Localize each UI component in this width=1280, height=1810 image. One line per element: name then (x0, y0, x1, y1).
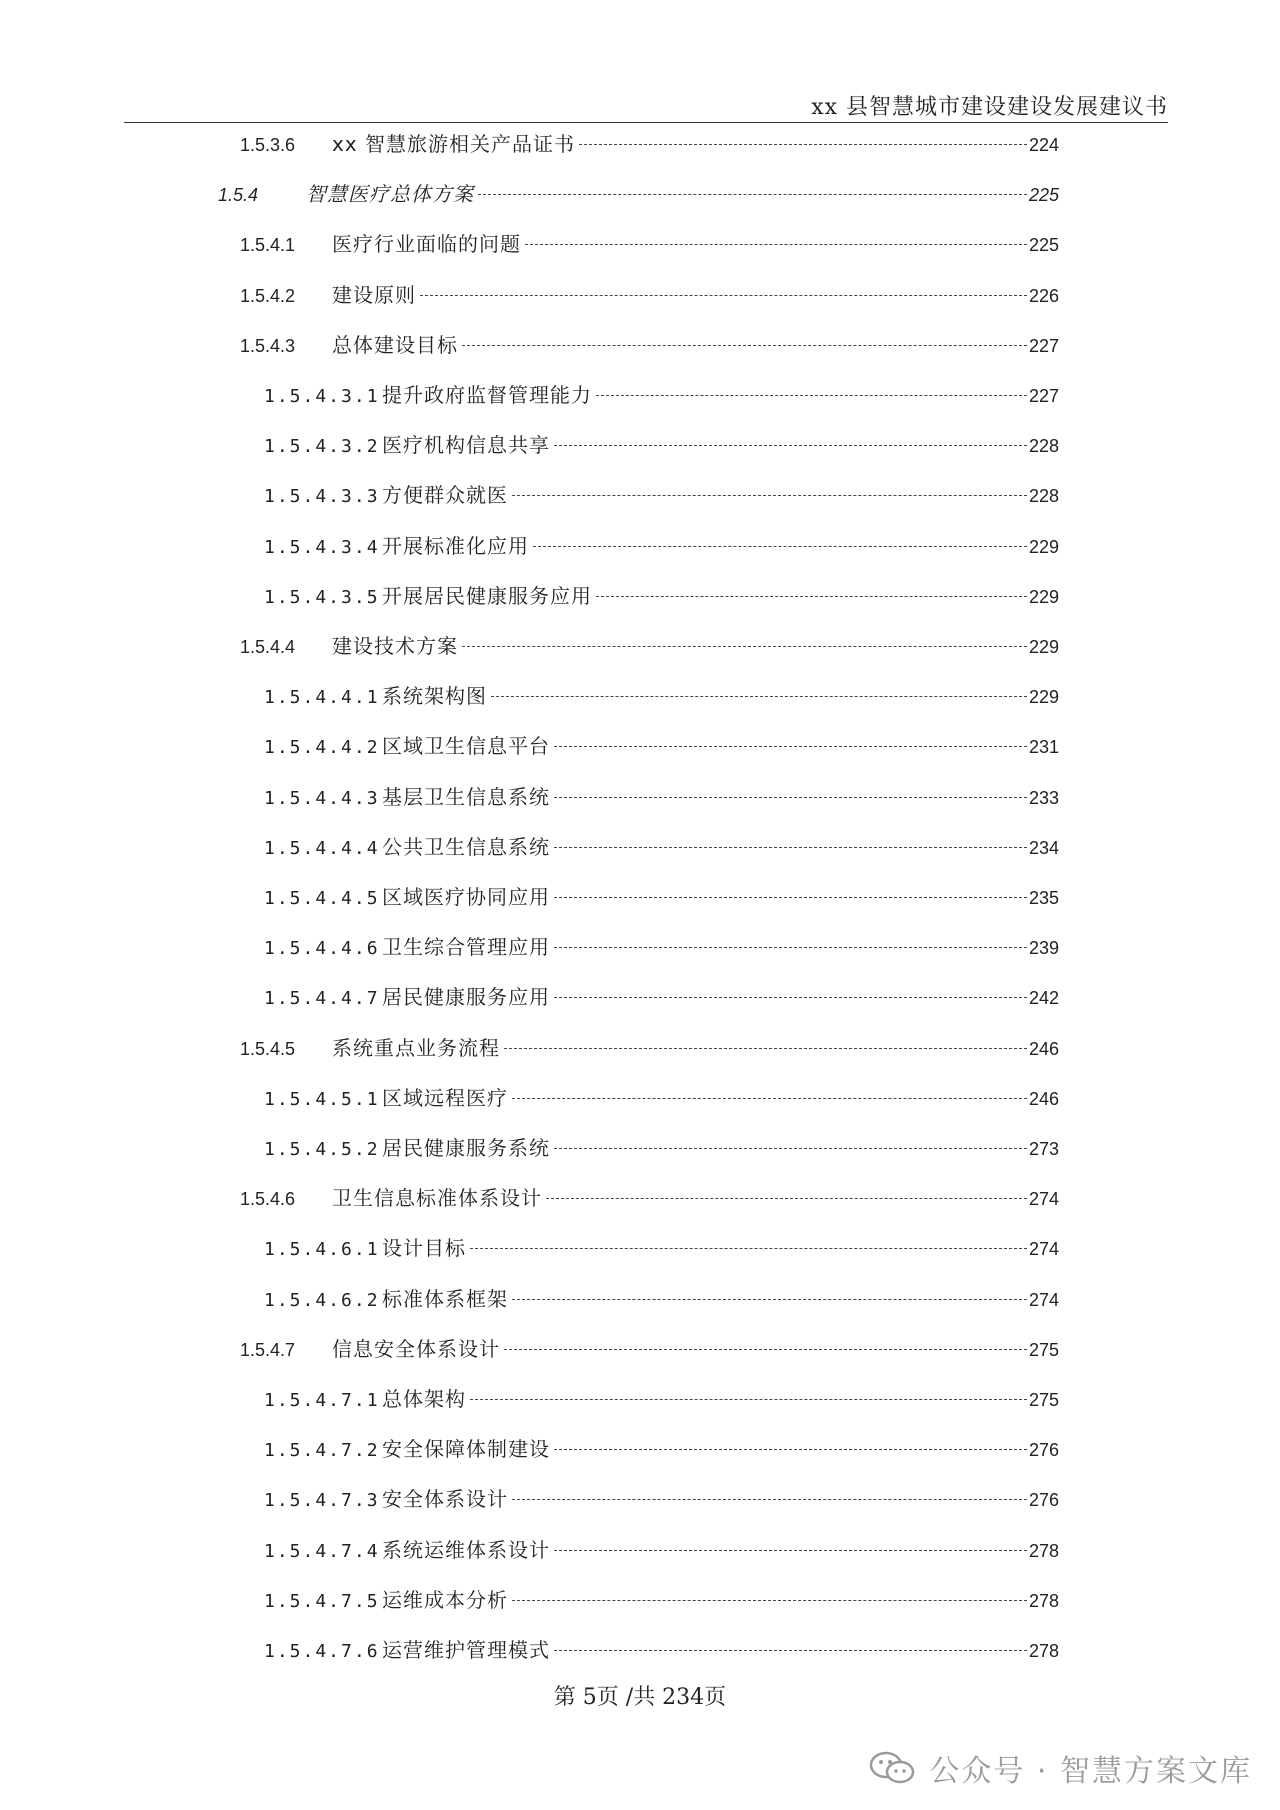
toc-entry[interactable] (264, 931, 1059, 961)
toc-entry-title: 建设原则 (332, 282, 416, 307)
toc-entry[interactable] (240, 329, 1059, 359)
toc-entry-page: 229 (1028, 536, 1059, 557)
toc-entry[interactable] (264, 1132, 1059, 1162)
toc-entry-number: 1.5.4.7.1 (264, 1390, 380, 1411)
toc-entry[interactable] (264, 1383, 1059, 1413)
toc-entry[interactable] (240, 1333, 1059, 1363)
header-divider (124, 122, 1168, 123)
toc-entry-title: 区域卫生信息平台 (382, 734, 550, 759)
toc-leader-dots (512, 1299, 1027, 1300)
toc-entry[interactable] (264, 1584, 1059, 1614)
toc-entry-page: 235 (1028, 888, 1059, 908)
toc-leader-dots (554, 1650, 1027, 1651)
toc-entry-number: 1.5.3.6 (240, 135, 296, 155)
toc-entry-title: xx 智慧旅游相关产品证书 (332, 132, 576, 156)
toc-entry[interactable] (264, 429, 1059, 459)
toc-entry-title: 医疗行业面临的问题 (332, 232, 521, 257)
toc-entry-number: 1.5.4.4 (240, 637, 296, 657)
toc-entry-title: 系统重点业务流程 (332, 1035, 500, 1060)
toc-entry-page: 225 (1028, 235, 1059, 256)
toc-entry-title: 建设技术方案 (332, 634, 458, 658)
toc-entry[interactable] (264, 1283, 1059, 1313)
toc-entry-page: 227 (1028, 386, 1059, 406)
toc-leader-dots (512, 1499, 1027, 1500)
toc-entry[interactable] (264, 730, 1059, 760)
toc-entry-title: 标准体系框架 (382, 1286, 508, 1311)
toc-entry-title: 提升政府监督管理能力 (382, 383, 592, 407)
toc-entry-number: 1.5.4.4.4 (264, 837, 380, 859)
toc-entry-number: 1.5.4.3 (240, 335, 296, 356)
toc-entry-page: 228 (1028, 436, 1059, 457)
toc-leader-dots (546, 1198, 1027, 1199)
toc-leader-dots (512, 1600, 1027, 1601)
toc-entry[interactable] (264, 1483, 1059, 1513)
toc-entry-page: 273 (1028, 1139, 1059, 1159)
toc-entry[interactable] (264, 831, 1059, 861)
toc-leader-dots (554, 1550, 1027, 1551)
toc-entry[interactable] (264, 530, 1059, 560)
toc-entry-number: 1.5.4.6.2 (264, 1289, 380, 1311)
toc-leader-dots (579, 144, 1027, 145)
toc-entry-page: 276 (1028, 1440, 1059, 1461)
toc-entry-number: 1.5.4.5.2 (264, 1139, 380, 1160)
toc-entry-number: 1.5.4.3.4 (264, 536, 380, 558)
toc-entry-title: 设计目标 (382, 1236, 466, 1261)
document-header-title: xx 县智慧城市建设建设发展建议书 (811, 95, 1168, 120)
toc-entry-title: 医疗机构信息共享 (382, 433, 550, 458)
toc-leader-dots (554, 947, 1027, 948)
toc-entry-number: 1.5.4.7.6 (264, 1641, 380, 1662)
toc-entry-title: 运营维护管理模式 (382, 1638, 550, 1662)
toc-leader-dots (420, 295, 1027, 296)
toc-entry-page: 225 (1028, 185, 1059, 206)
toc-entry-page: 246 (1028, 1038, 1059, 1059)
toc-entry-title: 区域医疗协同应用 (382, 885, 550, 909)
toc-entry-page: 274 (1028, 1189, 1059, 1210)
toc-entry-page: 274 (1028, 1289, 1059, 1310)
toc-leader-dots (554, 847, 1027, 848)
toc-entry-number: 1.5.4.1 (240, 235, 296, 256)
toc-entry[interactable] (264, 580, 1059, 610)
watermark (869, 1746, 1252, 1790)
toc-entry-title: 开展居民健康服务应用 (382, 583, 592, 608)
toc-leader-dots (596, 395, 1027, 396)
toc-entry-number: 1.5.4.2 (240, 285, 296, 306)
toc-entry-title: 区域远程医疗 (382, 1085, 508, 1110)
toc-entry[interactable] (264, 1082, 1059, 1112)
toc-leader-dots (554, 797, 1027, 798)
toc-entry-number: 1.5.4.5 (240, 1038, 296, 1059)
toc-entry-title: 总体架构 (382, 1387, 466, 1411)
toc-entry-number: 1.5.4.4.7 (264, 988, 380, 1010)
page-number: 第 5页 /共 234页 (553, 1685, 727, 1710)
toc-entry[interactable] (264, 781, 1059, 811)
toc-entry-title: 公共卫生信息系统 (382, 834, 550, 859)
toc-leader-dots (512, 495, 1027, 496)
toc-leader-dots (504, 1048, 1027, 1049)
toc-entry-page: 226 (1028, 285, 1059, 306)
toc-entry[interactable] (218, 178, 1059, 208)
toc-entry-title: 居民健康服务应用 (382, 985, 550, 1010)
toc-entry-number: 1.5.4.6.1 (264, 1239, 380, 1261)
toc-entry-title: 系统运维体系设计 (382, 1537, 550, 1562)
toc-entry[interactable] (264, 1634, 1059, 1664)
toc-entry-page: 229 (1028, 637, 1059, 657)
toc-leader-dots (478, 194, 1027, 195)
toc-entry[interactable] (240, 228, 1059, 258)
toc-entry-page: 242 (1028, 988, 1059, 1009)
toc-entry[interactable] (264, 379, 1059, 409)
toc-entry-page: 233 (1028, 787, 1059, 808)
toc-entry-page: 275 (1028, 1339, 1059, 1360)
toc-leader-dots (470, 1399, 1027, 1400)
toc-entry-page: 231 (1028, 737, 1059, 758)
toc-entry-title: 信息安全体系设计 (332, 1336, 500, 1361)
toc-entry[interactable] (264, 1232, 1059, 1262)
toc-leader-dots (554, 1449, 1027, 1450)
toc-entry-number: 1.5.4.7.2 (264, 1440, 380, 1462)
toc-leader-dots (554, 746, 1027, 747)
toc-leader-dots (504, 1349, 1027, 1350)
toc-entry-page: 246 (1028, 1088, 1059, 1109)
toc-entry-title: 总体建设目标 (332, 332, 458, 357)
toc-entry-title: 安全保障体制建设 (382, 1437, 550, 1462)
toc-entry-page: 276 (1028, 1490, 1059, 1511)
toc-entry[interactable] (264, 981, 1059, 1011)
toc-entry-number: 1.5.4.5.1 (264, 1088, 380, 1110)
toc-leader-dots (491, 696, 1027, 697)
toc-entry-number: 1.5.4.4.6 (264, 938, 380, 960)
toc-entry-number: 1.5.4.3.3 (264, 486, 380, 508)
toc-entry-page: 274 (1028, 1239, 1059, 1260)
toc-entry-title: 卫生信息标准体系设计 (332, 1186, 542, 1211)
toc-entry-title: 运维成本分析 (382, 1587, 508, 1612)
toc-entry-number: 1.5.4.3.1 (264, 386, 380, 407)
toc-entry-number: 1.5.4.4.3 (264, 787, 380, 809)
toc-entry[interactable] (240, 1182, 1059, 1212)
toc-entry[interactable] (264, 1534, 1059, 1564)
toc-entry-page: 228 (1028, 486, 1059, 507)
toc-entry-page: 234 (1028, 837, 1059, 858)
toc-leader-dots (554, 897, 1027, 898)
toc-leader-dots (470, 1248, 1027, 1249)
wechat-icon (869, 1751, 915, 1785)
toc-entry-page: 239 (1028, 938, 1059, 959)
toc-entry-page: 278 (1028, 1590, 1059, 1611)
toc-entry-number: 1.5.4.3.2 (264, 436, 380, 458)
toc-entry-title: 居民健康服务系统 (382, 1136, 550, 1160)
toc-entry[interactable] (240, 1032, 1059, 1062)
watermark-text: 公众号 · 智慧方案文库 (929, 1754, 1252, 1789)
toc-entry-number: 1.5.4.4.5 (264, 888, 380, 909)
toc-entry-number: 1.5.4.7.4 (264, 1540, 380, 1562)
toc-leader-dots (525, 244, 1027, 245)
toc-leader-dots (554, 445, 1027, 446)
toc-entry-title: 基层卫生信息系统 (382, 784, 550, 809)
toc-entry-title: 方便群众就医 (382, 483, 508, 508)
toc-leader-dots (533, 546, 1027, 547)
toc-entry-title: 系统架构图 (382, 684, 487, 709)
toc-leader-dots (554, 997, 1027, 998)
toc-entry-page: 224 (1028, 135, 1059, 155)
toc-entry-title: 安全体系设计 (382, 1487, 508, 1512)
toc-leader-dots (462, 345, 1027, 346)
toc-entry-title: 智慧医疗总体方案 (306, 182, 474, 207)
toc-leader-dots (554, 1148, 1027, 1149)
toc-entry-number: 1.5.4.3.5 (264, 586, 380, 608)
toc-entry-title: 卫生综合管理应用 (382, 935, 550, 960)
toc-entry-number: 1.5.4.7 (240, 1339, 296, 1360)
toc-entry-page: 229 (1028, 586, 1059, 607)
toc-entry[interactable] (240, 279, 1059, 309)
toc-entry[interactable] (240, 630, 1059, 660)
toc-entry[interactable] (240, 128, 1059, 158)
toc-entry-number: 1.5.4.7.3 (264, 1490, 380, 1512)
toc-entry-page: 227 (1028, 335, 1059, 356)
toc-entry-number: 1.5.4.4.2 (264, 737, 380, 759)
toc-entry-number: 1.5.4.4.1 (264, 687, 380, 709)
toc-entry-number: 1.5.4.6 (240, 1189, 296, 1210)
toc-entry-page: 278 (1028, 1641, 1059, 1661)
toc-entry-number: 1.5.4 (218, 185, 259, 206)
toc-entry-page: 275 (1028, 1390, 1059, 1410)
toc-entry[interactable] (264, 881, 1059, 911)
toc-entry-number: 1.5.4.7.5 (264, 1590, 380, 1612)
toc-entry-page: 229 (1028, 687, 1059, 708)
toc-entry-page: 278 (1028, 1540, 1059, 1561)
toc-entry[interactable] (264, 479, 1059, 509)
toc-leader-dots (512, 1098, 1027, 1099)
toc-entry-title: 开展标准化应用 (382, 533, 529, 558)
toc-entry[interactable] (264, 680, 1059, 710)
toc-entry[interactable] (264, 1433, 1059, 1463)
toc-leader-dots (596, 596, 1027, 597)
toc-leader-dots (462, 646, 1027, 647)
